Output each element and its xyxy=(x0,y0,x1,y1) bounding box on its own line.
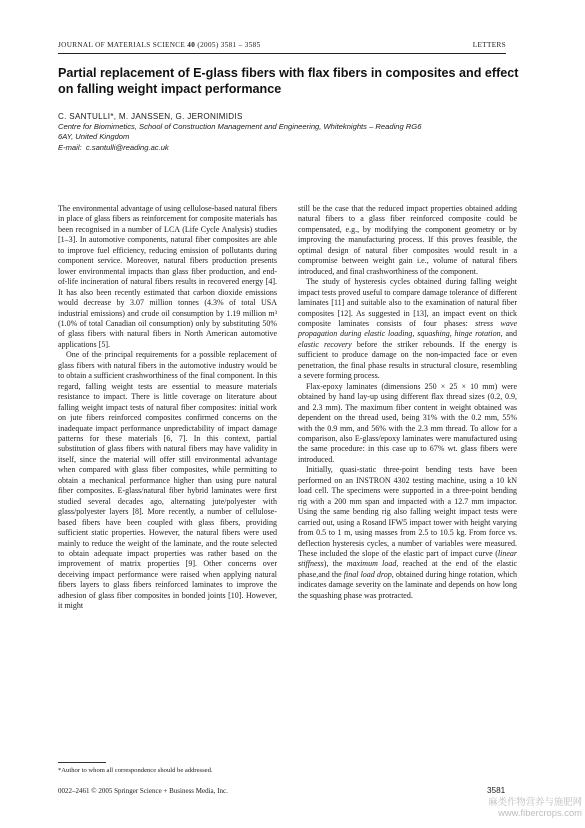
section-label: LETTERS xyxy=(472,41,506,49)
emphasis-elastic-recovery: elastic recovery xyxy=(298,339,352,349)
emphasis-maximum-load: maximum load xyxy=(346,559,397,569)
watermark xyxy=(462,796,582,818)
emphasis-linear-stiffness: linear stiffness xyxy=(298,548,517,569)
email-label: E-mail: xyxy=(58,142,82,152)
page-number: 3581 xyxy=(487,786,506,795)
affiliation xyxy=(58,122,518,153)
journal-name: JOURNAL OF MATERIALS SCIENCE xyxy=(58,41,186,49)
text-run: Initially, quasi-static three-point bending tests have been performed on an INSTRON 4302 testing machine, using a 10 kN load cell. The specimens were supported in a three-point bending rig with a 200 mm span and impacted with a 12.7 mm impactor. Using the same bending rig also falling weight impact tests were carried out, using a Rosand IFW5 impact tower with height varying from 0.5 to 1 m, using masses from 2.5 to 10.5 kg. From force vs. deflection hysteresis cycles, a number of variables were measured. These included the slope of the elastic part of impact curve ( xyxy=(298,465,517,558)
correspondence-footnote: *Author to whom all correspondence should be addressed. xyxy=(58,767,213,774)
text-run: before the striker rebounds. If the energy is sufficient to produce damage on the non-impacted face or even penetration, the final phase results in structural closure, resembling a severe forming process. xyxy=(298,339,517,381)
paragraph-testing xyxy=(298,465,517,601)
affiliation-line-2: 6AY, United Kingdom xyxy=(58,132,130,142)
watermark-line-1: 麻类作物营养与施肥网 xyxy=(488,796,582,807)
text-run: The study of hysteresis cycles obtained during falling weight impact tests proved useful to compare damage tolerance of different laminates [11] and suitable also to the examination of natural fiber composites [12]. As suggested in [13], an impact event on thick composite laminates consists of four phases: xyxy=(298,277,517,328)
journal-volume: 40 xyxy=(187,41,196,49)
text-run: , reached at the end of the elastic phase,and the xyxy=(298,559,518,579)
paragraph-continuation: still be the case that the reduced impact properties obtained adding natural fibers to a glass fiber reinforced composite could be compensated, e.g., by modifying the component geometry or by improving the manufacturing process. If this proves feasible, the optimal design of natural fiber composites would result in a compromise between weight gain i.e., volume of natural fibers introduced, and final crashworthiness of the component. xyxy=(298,204,517,276)
text-run: ), the xyxy=(323,559,347,569)
email-address[interactable]: c.santulli@reading.ac.uk xyxy=(85,142,169,152)
journal-citation xyxy=(58,41,261,49)
paper-title: Partial replacement of E-glass fibers with flax fibers in composites and effect on falling weight impact performance xyxy=(58,66,519,96)
copyright-line: 0022–2461 © 2005 Springer Science + Business Media, Inc. xyxy=(58,787,228,795)
body-column-right xyxy=(298,204,517,601)
paragraph-hysteresis xyxy=(298,277,517,382)
paragraph-requirements: One of the principal requirements for a possible replacement of glass fibers with natural fibers in the automotive industry would be to obtain a sufficient crashworthiness of the final component. In this regard, falling weight tests are essential to measure materials resistance to impact. There is little coverage on literature about falling weight impact tests of natural fiber composites: initial work on jute fibers reinforced composites confirmed concerns on the inadequate impact performance unpredictability of impact damage patterns for these materials [6, 7]. In this context, partial substitution of glass fibers with natural fibers may have validity in itself, since the material will offer still environmental advantage when compared with glass fiber composites, while permitting to obtain a mechanical performance higher than using pure natural fiber composites. E-glass/natural fiber hybrid laminates were first studied several decades ago, alternating jute/polyester with glass/polyester layers [8]. More recently, a number of cellulose-based fibers have been coupled with glass fibers, providing sufficient static properties. However, the natural fibers were used mainly to reduce the weight of the laminate, and the route selected to obtain adequate impact properties was rather based on the improvement of matrix properties [9]. Other concerns over deceiving impact performance were raised when applying natural fibers layers to glass fibers reinforced laminates to improve the adhesion of glass fiber composites in bonded joints [10]. However, it might xyxy=(58,350,277,611)
author-list: C. SANTULLI*, M. JANSSEN, G. JERONIMIDIS xyxy=(58,112,243,121)
journal-year-pages: (2005) 3581 – 3585 xyxy=(197,41,261,49)
body-column-left xyxy=(58,204,277,612)
watermark-line-2: www.fibercrops.com xyxy=(498,807,582,818)
paragraph-laminates: Flax-epoxy laminates (dimensions 250 × 25 × 10 mm) were obtained by hand lay-up using different flax thread sizes (0.2, 0.9, and 2.3 mm). The maximum fiber content in weight obtained was dependent on the thread used, being 31% with the 0.2 mm, 55% with the 0.9 mm, and 56% with the 2.3 mm thread. To allow for a comparison, also E-glass/epoxy laminates were manufactured using the same procedure: in this case up to 67% wt. glass fibers were introduced. xyxy=(298,381,517,464)
paragraph-intro: The environmental advantage of using cellulose-based natural fibers in place of glass fibers as reinforcement for composite materials has been recognised in a number of LCA (Life Cycle Analysis) studies [1–3]. In automotive components, natural fiber composites are able to improve fuel efficiency, reducing emission of pollutants during component service. Moreover, natural fibers production presents lower environmental impacts than glass fiber production, and end-of-life incineration of natural fibers results in recovered energy [4]. It has also been recently estimated that carbon dioxide emissions would decrease by 3.07 million tonnes (4.3% of total USA industrial emissions) and crude oil consumption by 1.19 million m³ (1.0% of total Canadian oil consumption) only by substituting 50% of glass fibers with natural fibers in North American automotive applications [5]. xyxy=(58,204,277,349)
emphasis-phases: stress wave propagation during elastic loading, squashing, hinge rotation xyxy=(298,318,517,339)
text-run: , and xyxy=(500,329,517,339)
text-run: , obtained during hinge rotation, which indicates damage severity on the laminate and depends on how long the squashing phase was protracted. xyxy=(298,569,517,600)
header-rule xyxy=(58,53,506,54)
emphasis-final-load-drop: final load drop xyxy=(343,569,392,579)
email-line xyxy=(58,143,518,153)
footnote-rule xyxy=(58,762,106,763)
affiliation-line-1: Centre for Biomimetics, School of Construction Management and Engineering, Whiteknights – Reading RG6 xyxy=(58,122,422,131)
